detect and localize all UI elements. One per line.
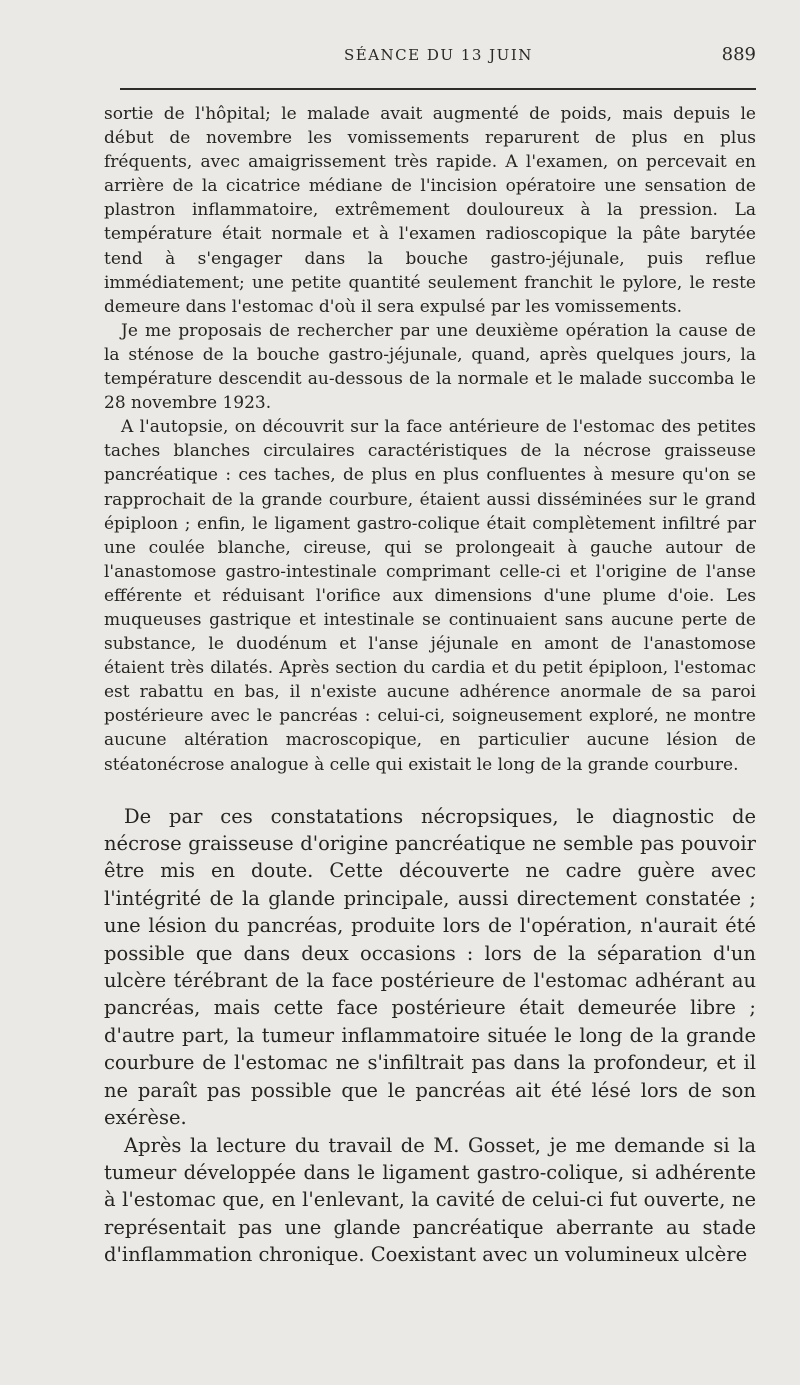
paragraph: De par ces constatations nécropsiques, le diagnostic de nécrose graisseuse d'origine pancréatique ne semble pas pouvoir être mis en doute. Cette découverte ne cadre guère avec l'intégrité de la glande principale, aussi directement constatée ; une lésion du pancréas, produite lors de l'opération, n'aurait été possible que dans deux occasions : lors de la séparation d'un ulcère térébrant de la face postérieure de l'estomac adhérant au pancréas, mais cette face postérieure était demeurée libre ; d'autre part, la tumeur inflammatoire située le long de la grande courbure de l'estomac ne s'infiltrait pas dans la profondeur, et il ne paraît pas possible que le pancréas ait été lésé lors de son exérèse. — [104, 804, 756, 1130]
page-header — [104, 44, 756, 72]
page-body — [104, 102, 756, 1269]
discussion-section — [104, 803, 756, 1269]
running-title: SÉANCE DU 13 JUIN — [344, 46, 533, 64]
paragraph: sortie de l'hôpital; le malade avait augmenté de poids, mais depuis le début de novembre les vomissements reparurent de plus en plus fréquents, avec amaigrissement très rapide. A l'examen, on percevait en arrière de la cicatrice médiane de l'incision opératoire une sensation de plastron inflammatoire, extrêmement douloureux à la pression. La température était normale et à l'examen radioscopique la pâte barytée tend à s'engager dans la bouche gastro-jéjunale, puis reflue immédiatement; une petite quantité seulement franchit le pylore, le reste demeure dans l'estomac d'où il sera expulsé par les vomissements. — [104, 104, 756, 317]
paragraph: Après la lecture du travail de M. Gosset, je me demande si la tumeur développée dans le ligament gastro-colique, si adhérente à l'estomac que, en l'enlevant, la cavité de celui-ci fut ouverte, ne représentait pas une glande pancréatique aberrante au stade d'inflammation chronique. Coexistant avec un volumineux ulcère — [104, 1133, 756, 1267]
page-number: 889 — [721, 44, 756, 65]
case-report-section — [104, 102, 756, 777]
paragraph: A l'autopsie, on découvrit sur la face antérieure de l'estomac des petites taches blanches circulaires caractéristiques de la nécrose graisseuse pancréatique : ces taches, de plus en plus confluentes à mesure qu'on se rapprochait de la grande courbure, étaient aussi disséminées sur le grand épiploon ; enfin, le ligament gastro-colique était complètement infiltré par une coulée blanche, cireuse, qui se prolongeait à gauche autour de l'anastomose gastro-intestinale comprimant celle-ci et l'origine de l'anse efférente et réduisant l'orifice aux dimensions d'une plume d'oie. Les muqueuses gastrique et intestinale se continuaient sans aucune perte de substance, le duodénum et l'anse jéjunale en amont de l'anastomose étaient très dilatés. Après section du cardia et du petit épiploon, l'estomac est rabattu en bas, il n'existe aucune adhérence anormale de sa paroi postérieure avec le pancréas : celui-ci, soigneusement exploré, ne montre aucune altération macroscopique, en particulier aucune lésion de stéatonécrose analogue à celle qui existait le long de la grande courbure. — [104, 417, 756, 775]
header-rule — [120, 88, 756, 90]
paragraph: Je me proposais de rechercher par une deuxième opération la cause de la sténose de la bouche gastro-jéjunale, quand, après quelques jours, la température descendit au-dessous de la normale et le malade succomba le 28 novembre 1923. — [104, 320, 756, 414]
